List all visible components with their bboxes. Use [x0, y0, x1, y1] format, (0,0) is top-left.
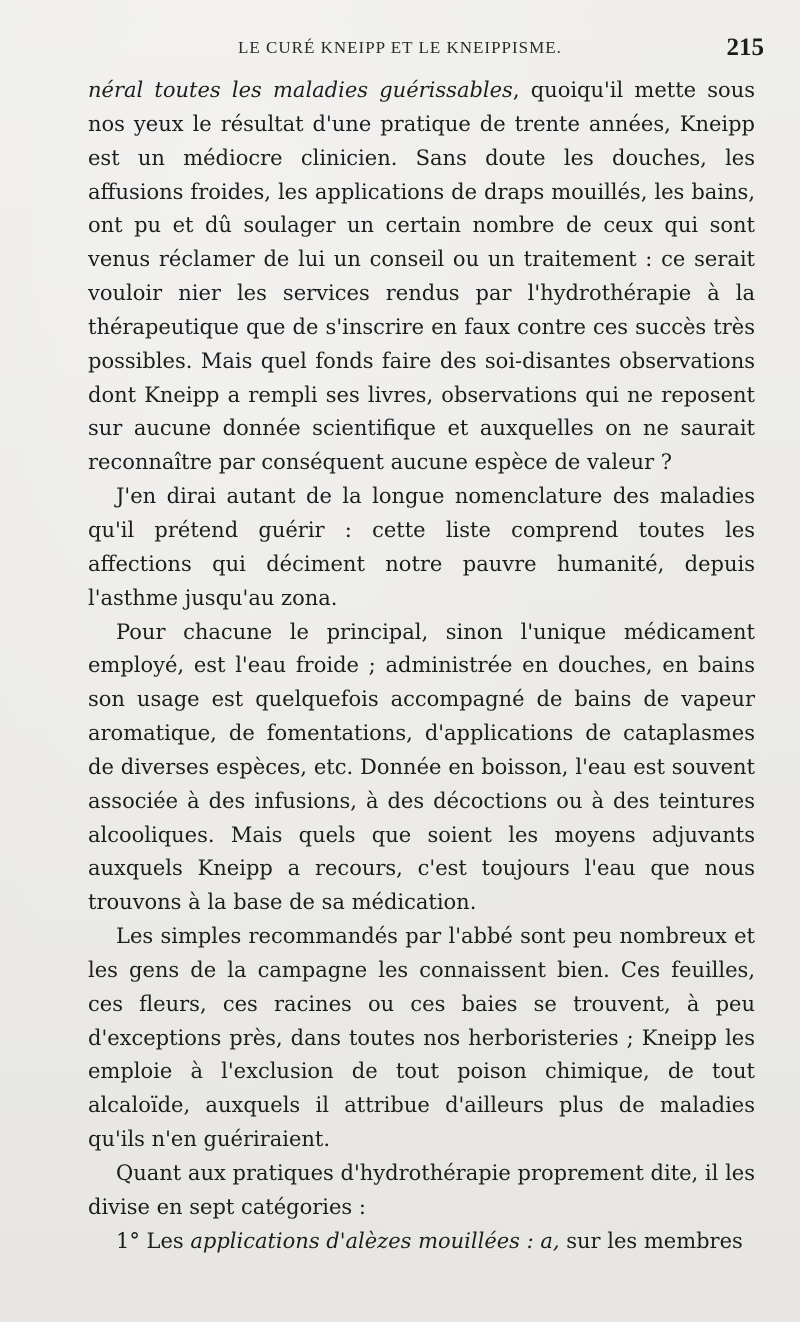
paragraph-2 [88, 480, 755, 615]
list-item-prefix: 1° Les [116, 1228, 191, 1253]
body-text [88, 74, 755, 1259]
paragraph-5 [88, 1157, 755, 1225]
paragraph-1 [88, 74, 755, 480]
paragraph-6 [88, 1225, 755, 1259]
paragraph-text: , quoiqu'il mette sous nos yeux le résultat d'une pratique de trente années, Kneipp est un médiocre clinicien. Sans doute les douches, les affusions froides, les applications de draps mouillés, les bains, ont pu et dû soulager un certain nombre de ceux qui sont venus réclamer de lui un conseil ou un traitement : ce serait vouloir nier les services rendus par l'hydrothérapie à la thérapeutique que de s'inscrire en faux contre ces succès très possibles. Mais quel fonds faire des soi-disantes observations dont Kneipp a rempli ses livres, observations qui ne reposent sur aucune donnée scientifique et auxquelles on ne saurait reconnaître par conséquent aucune espèce de valeur ? [88, 78, 755, 475]
italic-phrase: néral toutes les maladies guérissables [88, 78, 513, 102]
list-item-suffix: sur les membres [559, 1228, 743, 1253]
paragraph-text: Pour chacune le principal, sinon l'unique médicament employé, est l'eau froide ; administrée en douches, en bains son usage est quelquefois accompagné de bains de vapeur aromatique, de fomentations, d'applications de cataplasmes de diverses espèces, etc. Donnée en boisson, l'eau est souvent associée à des infusions, à des décoctions ou à des teintures alcooliques. Mais quels que soient les moyens adjuvants auxquels Kneipp a recours, c'est toujours l'eau que nous trouvons à la base de sa médication. [88, 619, 755, 915]
paragraph-4 [88, 920, 755, 1157]
running-title: LE CURÉ KNEIPP ET LE KNEIPPISME. [238, 38, 562, 57]
page-number: 215 [726, 34, 764, 61]
paragraph-text: J'en dirai autant de la longue nomenclature des maladies qu'il prétend guérir : cette liste comprend toutes les affections qui déciment notre pauvre humanité, depuis l'asthme jusqu'au zona. [88, 484, 755, 610]
italic-phrase: applications d'alèzes mouillées : a, [190, 1228, 560, 1253]
paragraph-text: Les simples recommandés par l'abbé sont peu nombreux et les gens de la campagne les connaissent bien. Ces feuilles, ces fleurs, ces racines ou ces baies se trouvent, à peu d'exceptions près, dans toutes nos herboristeries ; Kneipp les emploie à l'exclusion de tout poison chimique, de tout alcaloïde, auxquels il attribue d'ailleurs plus de maladies qu'ils n'en guériraient. [88, 924, 755, 1152]
page-header [0, 36, 800, 64]
paragraph-text: Quant aux pratiques d'hydrothérapie proprement dite, il les divise en sept catégories : [88, 1161, 755, 1219]
paragraph-3 [88, 616, 755, 921]
